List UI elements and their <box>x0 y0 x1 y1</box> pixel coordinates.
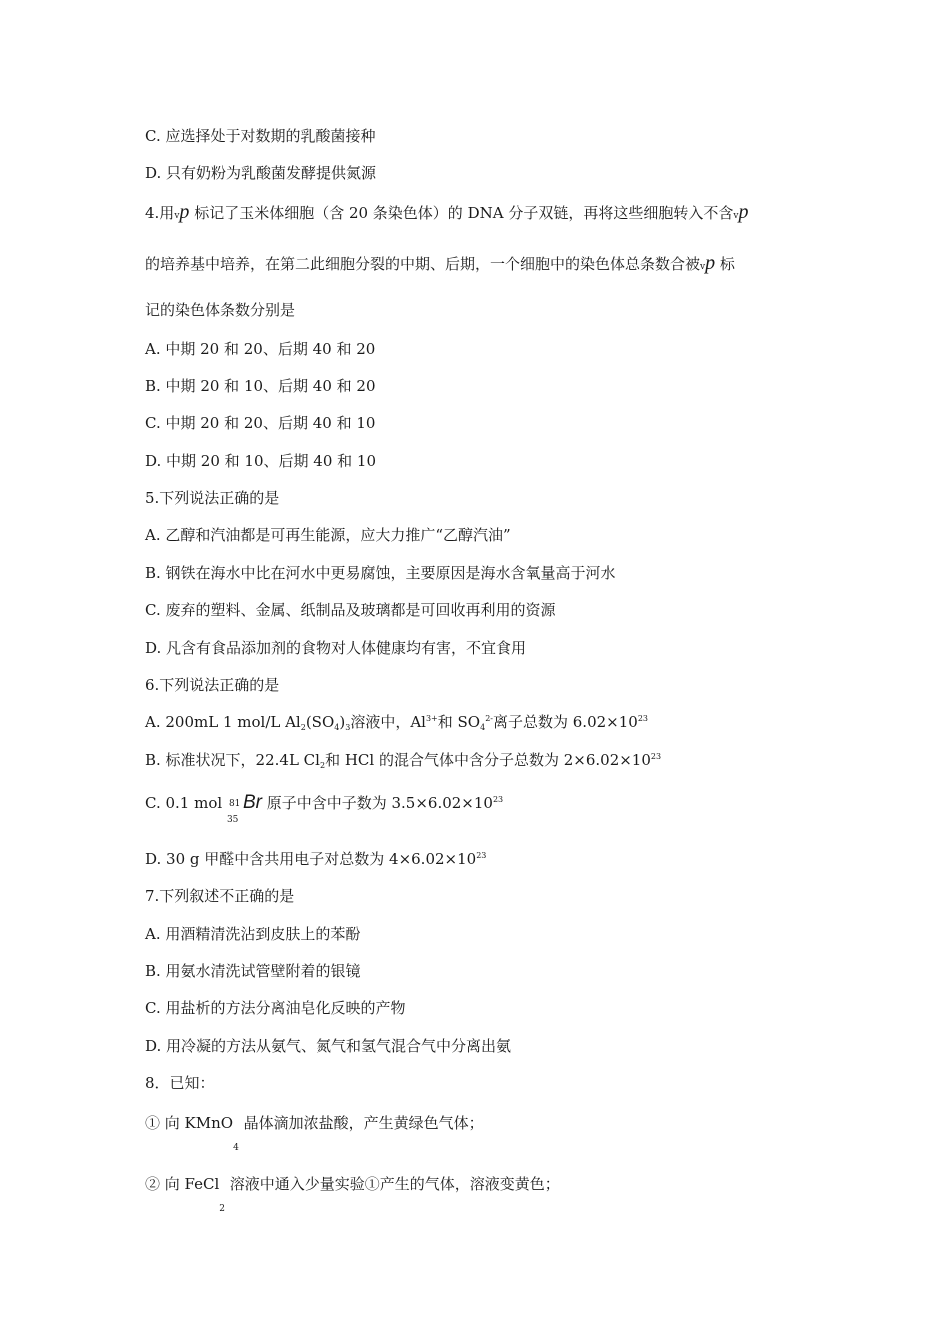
question-5-option-d: D. 凡含有食品添加剂的食物对人体健康均有害，不宜食用 <box>145 639 527 657</box>
question-8-statement-2: ② 向 FeCl$_2$ 溶液中通入少量实验①产生的气体，溶液变黄色； <box>145 1175 560 1214</box>
question-4-line-1: 4.用vp 标记了玉米体细胞（含 20 条染色体）的 DNA 分子双链，再将这些细胞转入不含vp <box>145 201 749 223</box>
question-6-option-c: C. 0.1 mol 81 35 Br 原子中含中子数为 $3.5\times 6.02\times 10^{23}$ <box>145 792 504 825</box>
question-5-option-b: B. 钢铁在海水中比在河水中更易腐蚀，主要原因是海水含氧量高于河水 <box>145 564 616 582</box>
isotope-p-symbol: p <box>705 252 716 274</box>
question-4-line-3: 记的染色体条数分别是 <box>145 301 296 319</box>
question-7-option-a: A. 用酒精清洗沾到皮肤上的苯酚 <box>145 925 361 943</box>
isotope-p-symbol: p <box>738 201 749 223</box>
question-7-option-d: D. 用冷凝的方法从氨气、氮气和氢气混合气中分离出氨 <box>145 1037 512 1055</box>
question-6-option-b: B. 标准状况下，22.4L $Cl_2$和 HCl 的混合气体中含分子总数为 $2\times 6.02\times 10^{23}$ <box>145 751 662 770</box>
question-4-option-b: B. 中期 20 和 10、后期 40 和 20 <box>145 377 376 395</box>
question-5-stem: 5.下列说法正确的是 <box>145 489 280 507</box>
question-8-statement-1: ① 向 KMnO$_4$ 晶体滴加浓盐酸，产生黄绿色气体； <box>145 1114 484 1153</box>
question-4-option-d: D. 中期 20 和 10、后期 40 和 10 <box>145 452 376 470</box>
question-6-option-a: A. 200mL 1 mol/L $Al_2(SO_4)_3$溶液中，$Al^{3+}$和 $SO_4^{2-}$离子总数为 $6.02\times 10^{23}$ <box>145 713 648 732</box>
question-4-option-a: A. 中期 20 和 20、后期 40 和 20 <box>145 340 376 358</box>
option-d-line: D. 只有奶粉为乳酸菌发酵提供氮源 <box>145 164 377 182</box>
bromine-isotope-notation: 81 35 <box>226 799 241 825</box>
question-8-stem: 8．已知： <box>145 1074 215 1092</box>
question-4-line-2: 的培养基中培养，在第二此细胞分裂的中期、后期，一个细胞中的染色体总条数合被vp 标 <box>145 252 735 274</box>
question-5-option-c: C. 废弃的塑料、金属、纸制品及玻璃都是可回收再利用的资源 <box>145 601 556 619</box>
question-6-option-d: D. 30 g 甲醛中含共用电子对总数为 $4\times 6.02\times 10^{23}$ <box>145 850 487 868</box>
question-7-option-c: C. 用盐析的方法分离油皂化反映的产物 <box>145 999 406 1017</box>
question-7-option-b: B. 用氨水清洗试管壁附着的银镜 <box>145 962 361 980</box>
question-4-option-c: C. 中期 20 和 20、后期 40 和 10 <box>145 414 376 432</box>
isotope-p-symbol: p <box>179 201 190 223</box>
question-6-stem: 6.下列说法正确的是 <box>145 676 280 694</box>
question-7-stem: 7.下列叙述不正确的是 <box>145 887 295 905</box>
question-5-option-a: A. 乙醇和汽油都是可再生能源，应大力推广“乙醇汽油” <box>145 526 511 544</box>
option-c-line: C. 应选择处于对数期的乳酸菌接种 <box>145 127 376 145</box>
